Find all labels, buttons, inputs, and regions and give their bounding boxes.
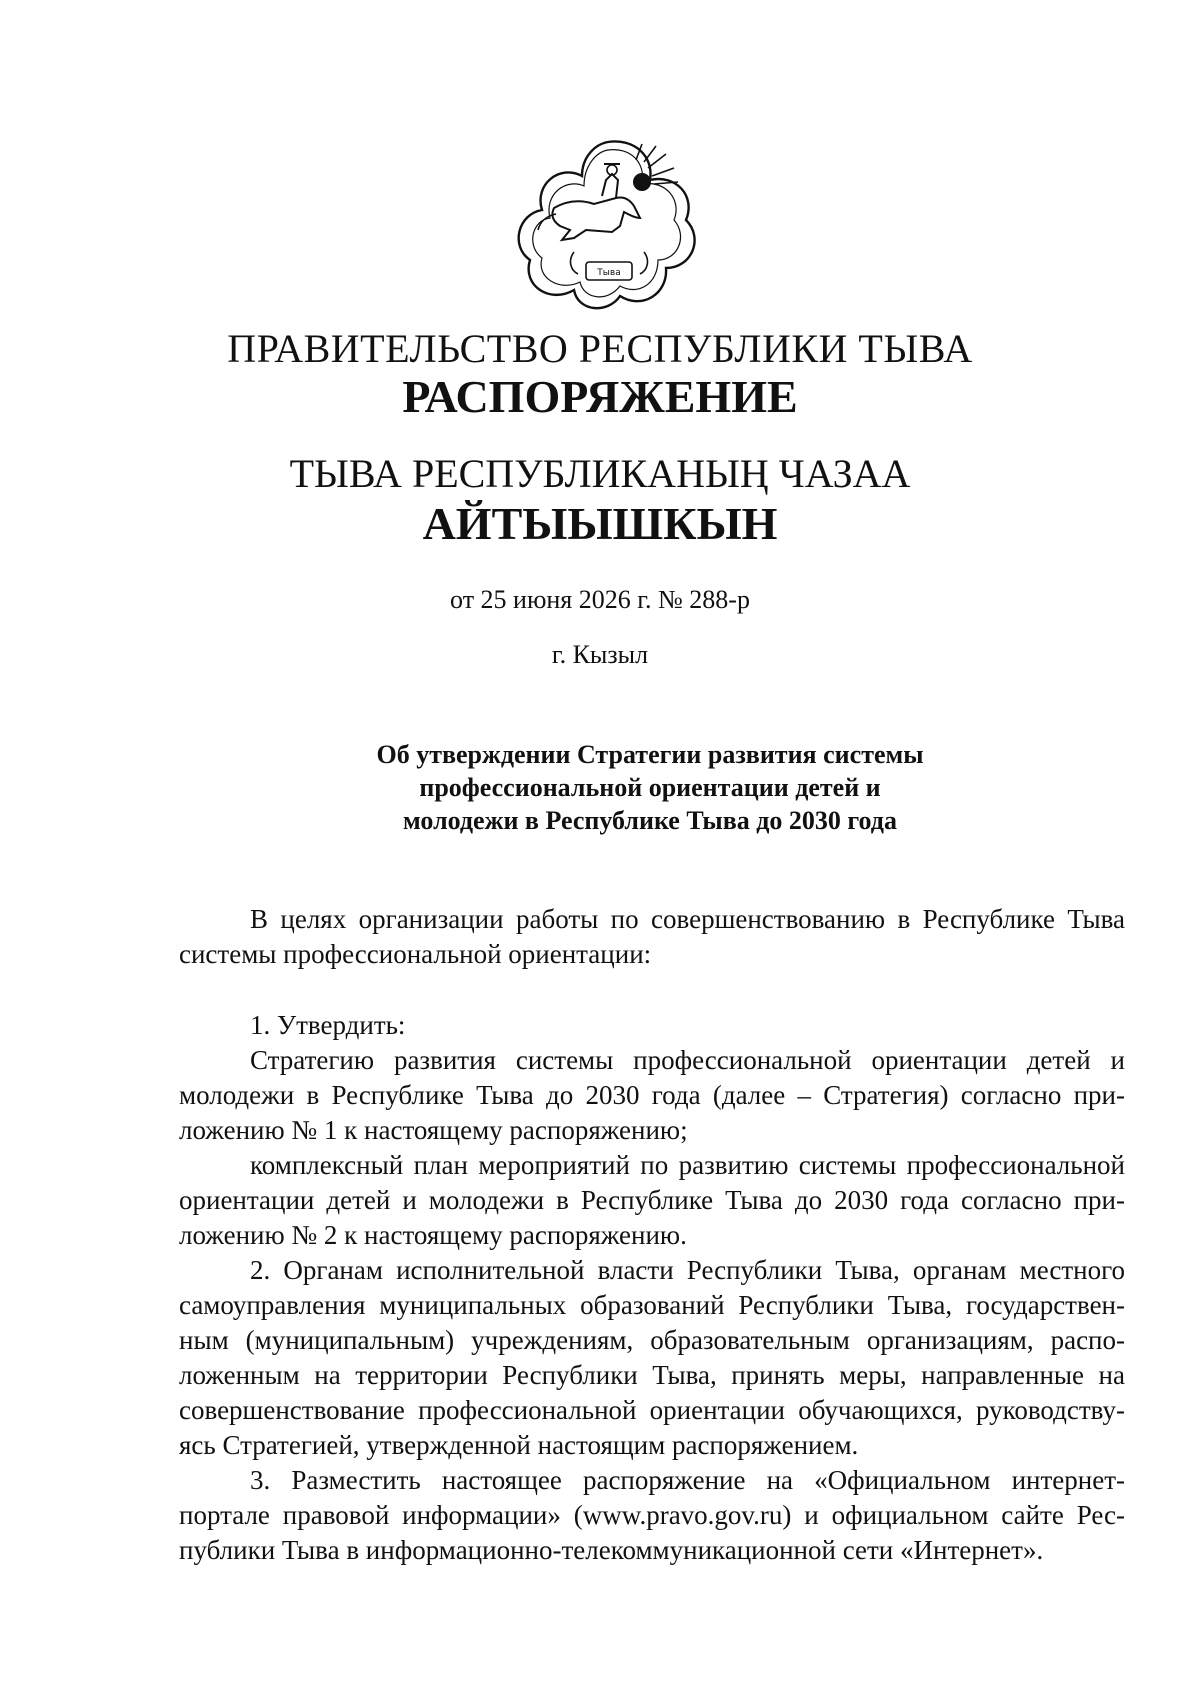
item-3-line: публики Тыва в информационно-телекоммуникационной сети «Интернет».: [179, 1535, 1044, 1565]
item-1-title: 1. Утвердить:: [250, 1010, 406, 1040]
subject-line: молодежи в Республике Тыва до 2030 года: [403, 806, 897, 835]
coat-of-arms-emblem: [516, 134, 700, 314]
item-2-line: ясь Стратегией, утвержденной настоящим распоряжением.: [179, 1430, 859, 1460]
preamble-line: системы профессиональной ориентации:: [179, 939, 652, 969]
item-3-line: 3. Разместить настоящее распоряжение на «Официальном интернет-: [250, 1465, 1125, 1495]
subject-line: Об утверждении Стратегии развития системы: [376, 740, 924, 769]
document-date-number: от 25 июня 2026 г. № 288-р: [450, 585, 750, 614]
item-1a-line: ложению № 1 к настоящему распоряжению;: [179, 1115, 688, 1145]
government-title-tyv: ТЫВА РЕСПУБЛИКАНЫҢ ЧАЗАА: [289, 451, 911, 496]
item-2-line: самоуправления муниципальных образований Республики Тыва, государствен-: [179, 1290, 1125, 1320]
item-2-line: совершенствование профессиональной ориентации обучающихся, руководству-: [179, 1395, 1125, 1425]
item-1b-line: ложению № 2 к настоящему распоряжению.: [179, 1220, 687, 1250]
subject-line: профессиональной ориентации детей и: [419, 773, 881, 802]
document-subject: [340, 738, 960, 837]
item-1b-line: ориентации детей и молодежи в Республике Тыва до 2030 года согласно при-: [179, 1185, 1125, 1215]
item-3-line: портале правовой информации» (www.pravo.gov.ru) и официальном сайте Рес-: [179, 1500, 1125, 1530]
item-1a-line: молодежи в Республике Тыва до 2030 года (далее – Стратегия) согласно при-: [179, 1080, 1125, 1110]
item-1b-line: комплексный план мероприятий по развитию системы профессиональной: [250, 1150, 1125, 1180]
document-city: г. Кызыл: [551, 640, 649, 669]
document-type-ru: РАСПОРЯЖЕНИЕ: [402, 371, 798, 422]
document-type-tyv: АЙТЫЫШКЫН: [422, 498, 778, 549]
government-title-ru: ПРАВИТЕЛЬСТВО РЕСПУБЛИКИ ТЫВА: [227, 326, 973, 371]
preamble-line: В целях организации работы по совершенствованию в Республике Тыва: [250, 904, 1125, 934]
emblem-banner-text: Тыва: [597, 268, 621, 278]
item-1a-line: Стратегию развития системы профессиональной ориентации детей и: [250, 1045, 1125, 1075]
item-2-line: ложенным на территории Республики Тыва, принять меры, направленные на: [179, 1360, 1125, 1390]
document-body: [179, 902, 1125, 1568]
item-2-line: ным (муниципальным) учреждениям, образовательным организациям, распо-: [179, 1325, 1125, 1355]
item-2-line: 2. Органам исполнительной власти Республики Тыва, органам местного: [250, 1255, 1125, 1285]
